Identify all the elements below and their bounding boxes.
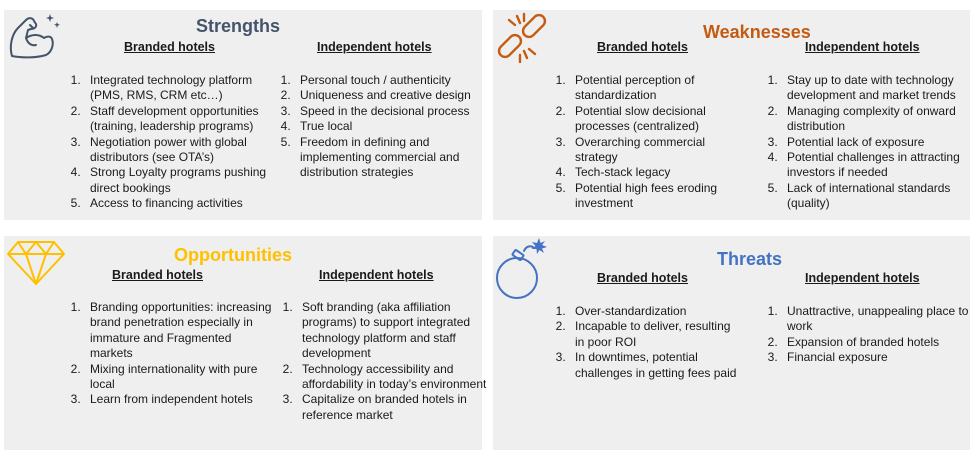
list-item: 5. Potential high fees eroding investment bbox=[569, 181, 749, 212]
list-item: 1. Over-standardization bbox=[569, 304, 739, 319]
weaknesses-panel bbox=[493, 10, 970, 220]
threats-independent-header: Independent hotels bbox=[805, 271, 920, 285]
threats-independent-list bbox=[759, 304, 975, 366]
list-item: 2. Expansion of branded hotels bbox=[781, 335, 975, 350]
opportunities-independent-header: Independent hotels bbox=[319, 268, 434, 282]
list-item: 5. Access to financing activities bbox=[84, 196, 284, 211]
strengths-branded-list bbox=[62, 73, 284, 212]
list-item: 4. Potential challenges in attracting investors if needed bbox=[781, 150, 975, 181]
list-item: 5. Freedom in defining and implementing commercial and distribution strategies bbox=[294, 135, 494, 181]
list-item: 1. Personal touch / authenticity bbox=[294, 73, 494, 88]
list-item: 2. Potential slow decisional processes (centralized) bbox=[569, 104, 749, 135]
diamond-icon bbox=[4, 238, 68, 286]
list-item: 3. Speed in the decisional process bbox=[294, 104, 494, 119]
list-item: 3. Potential lack of exposure bbox=[781, 135, 975, 150]
list-item: 5. Lack of international standards (quality) bbox=[781, 181, 975, 212]
list-item: 4. Strong Loyalty programs pushing direct bookings bbox=[84, 165, 284, 196]
list-item: 4. Tech-stack legacy bbox=[569, 165, 749, 180]
opportunities-title: Opportunities bbox=[174, 245, 292, 265]
opportunities-panel bbox=[4, 236, 487, 450]
opportunities-independent-list bbox=[274, 300, 496, 423]
strengths-independent-header: Independent hotels bbox=[317, 40, 432, 54]
weaknesses-title: Weaknesses bbox=[703, 22, 811, 42]
list-item: 2. Uniqueness and creative design bbox=[294, 88, 494, 103]
list-item: 1. Branding opportunities: increasing brand penetration especially in immature and Fragmented markets bbox=[84, 300, 274, 362]
weaknesses-branded-list bbox=[547, 73, 749, 212]
list-item: 2. Technology accessibility and affordability in today’s environment bbox=[296, 362, 496, 393]
bomb-icon bbox=[491, 236, 553, 302]
opportunities-branded-header: Branded hotels bbox=[112, 268, 203, 282]
opportunities-branded-list bbox=[62, 300, 274, 408]
flexed-arm-icon bbox=[6, 12, 64, 60]
list-item: 2. Managing complexity of onward distribution bbox=[781, 104, 975, 135]
threats-branded-list bbox=[547, 304, 739, 381]
list-item: 1. Unattractive, unappealing place to work bbox=[781, 304, 975, 335]
list-item: 4. True local bbox=[294, 119, 494, 134]
list-item: 3. Learn from independent hotels bbox=[84, 392, 274, 407]
threats-title: Threats bbox=[717, 249, 783, 269]
list-item: 3. Negotiation power with global distributors (see OTA’s) bbox=[84, 135, 284, 166]
list-item: 1. Stay up to date with technology development and market trends bbox=[781, 73, 975, 104]
list-item: 3. Financial exposure bbox=[781, 350, 975, 365]
strengths-title: Strengths bbox=[196, 16, 281, 36]
list-item: 2. Incapable to deliver, resulting in poor ROI bbox=[569, 319, 739, 350]
weaknesses-branded-header: Branded hotels bbox=[597, 40, 688, 54]
list-item: 3. Capitalize on branded hotels in reference market bbox=[296, 392, 496, 423]
strengths-branded-header: Branded hotels bbox=[124, 40, 215, 54]
strengths-independent-list bbox=[272, 73, 494, 181]
list-item: 3. In downtimes, potential challenges in getting fees paid bbox=[569, 350, 739, 381]
list-item: 2. Staff development opportunities (training, leadership programs) bbox=[84, 104, 284, 135]
list-item: 2. Mixing internationality with pure local bbox=[84, 362, 274, 393]
threats-branded-header: Branded hotels bbox=[597, 271, 688, 285]
broken-chain-icon bbox=[491, 10, 553, 68]
list-item: 1. Integrated technology platform (PMS, RMS, CRM etc…) bbox=[84, 73, 284, 104]
weaknesses-independent-list bbox=[759, 73, 975, 212]
list-item: 3. Overarching commercial strategy bbox=[569, 135, 749, 166]
list-item: 1. Potential perception of standardization bbox=[569, 73, 749, 104]
weaknesses-independent-header: Independent hotels bbox=[805, 40, 920, 54]
threats-panel bbox=[493, 236, 970, 450]
strengths-panel bbox=[4, 10, 482, 220]
list-item: 1. Soft branding (aka affiliation programs) to support integrated technology platform and staff development bbox=[296, 300, 496, 362]
